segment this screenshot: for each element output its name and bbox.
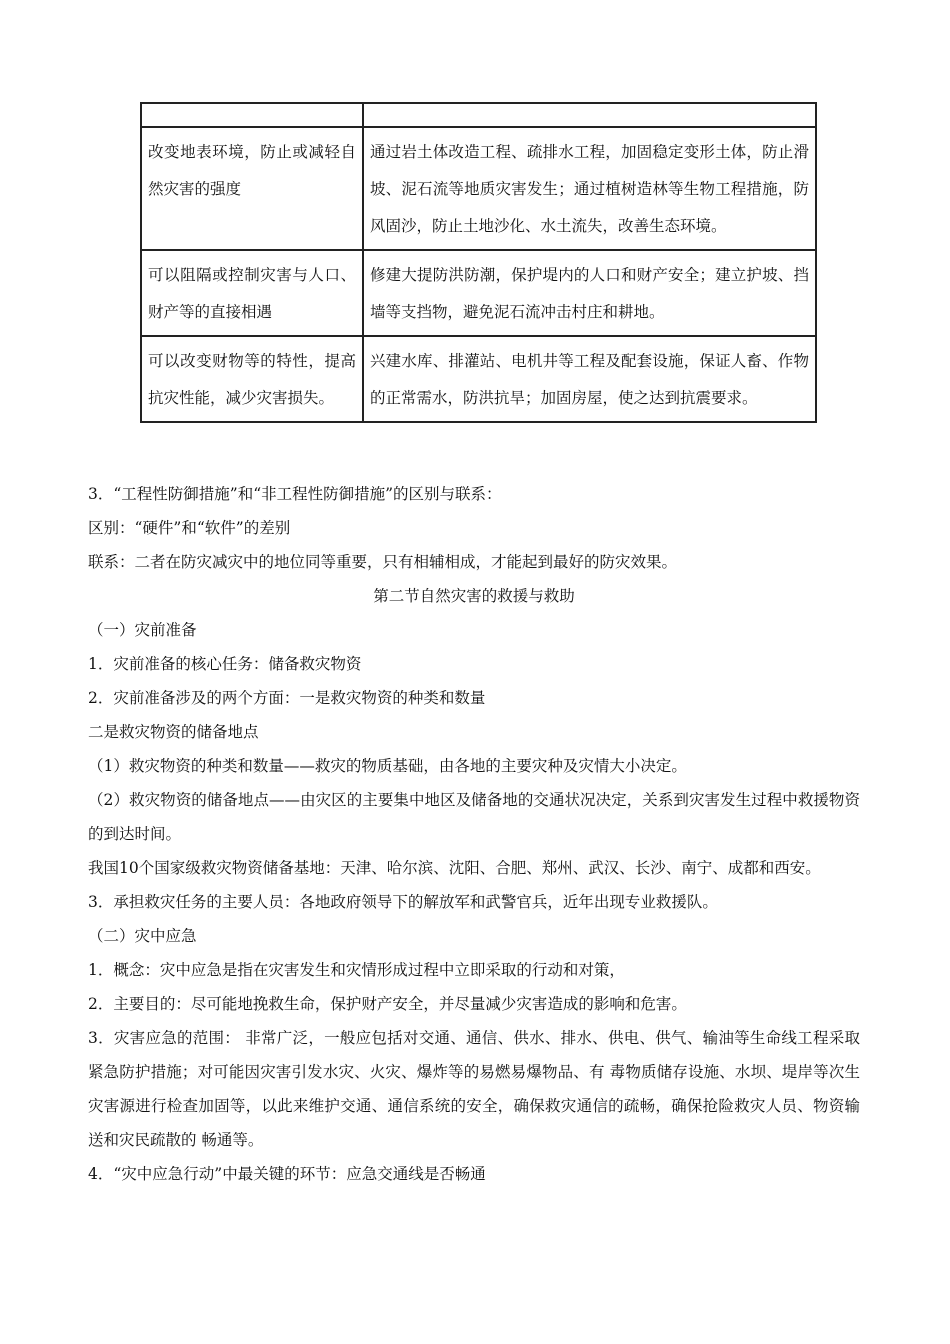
- paragraph: 1．概念：灾中应急是指在灾害发生和灾情形成过程中立即采取的行动和对策，: [88, 961, 625, 979]
- table-header-row: [141, 103, 816, 127]
- table-header-cell: [141, 103, 363, 127]
- table-cell-function: [141, 127, 363, 250]
- table-cell-function: [141, 336, 363, 422]
- cell-text: 修建大提防洪防潮，保护堤内的人口和财产安全；建立护坡、挡墙等支挡物，避免泥石流冲击村庄和耕地。: [370, 266, 809, 321]
- paragraph: 3．灾害应急的范围： 非常广泛，一般应包括对交通、通信、供水、排水、供电、供气、输油等生命线工程采取紧急防护措施；对可能因灾害引发水灾、火灾、爆炸等的易燃易爆物品、有 毒物质储存设施、水坝、堤岸等次生灾害源进行检查加固等，以此来维护交通、通信系统的安全，确保救灾通信的疏畅，确保抢险救灾人员、物资输送和灾民疏散的 畅通等。: [88, 1029, 860, 1149]
- cell-text: 可以改变财物等的特性，提高抗灾性能，减少灾害损失。: [148, 352, 356, 407]
- table-header-cell: [363, 103, 816, 127]
- paragraph: （1）救灾物资的种类和数量——救灾的物质基础，由各地的主要灾种及灾情大小决定。: [88, 757, 687, 775]
- table-cell-function: [141, 250, 363, 336]
- paragraph: 3．“工程性防御措施”和“非工程性防御措施”的区别与联系：: [88, 485, 502, 503]
- paragraph: 1．灾前准备的核心任务：储备救灾物资: [88, 655, 362, 673]
- table-cell-examples: [363, 127, 816, 250]
- table-row: [141, 336, 816, 422]
- table-cell-examples: [363, 250, 816, 336]
- table-row: [141, 127, 816, 250]
- paragraph: 2．主要目的：尽可能地挽救生命，保护财产安全，并尽量减少灾害造成的影响和危害。: [88, 995, 687, 1013]
- paragraph: 3．承担救灾任务的主要人员：各地政府领导下的解放军和武警官兵，近年出现专业救援队。: [88, 893, 718, 911]
- table-row: [141, 250, 816, 336]
- subsection-heading: （一）灾前准备: [88, 621, 197, 639]
- paragraph: （2）救灾物资的储备地点——由灾区的主要集中地区及储备地的交通状况决定，关系到灾害发生过程中救援物资的到达时间。: [88, 791, 860, 843]
- cell-text: 通过岩土体改造工程、疏排水工程，加固稳定变形土体，防止滑坡、泥石流等地质灾害发生；通过植树造林等生物工程措施，防风固沙，防止土地沙化、水土流失，改善生态环境。: [370, 143, 809, 235]
- paragraph: 联系：二者在防灾减灾中的地位同等重要，只有相辅相成，才能起到最好的防灾效果。: [88, 553, 678, 571]
- cell-text: 改变地表环境，防止或减轻自然灾害的强度: [148, 143, 356, 198]
- section-heading: 第二节自然灾害的救援与救助: [373, 587, 575, 605]
- paragraph: 区别：“硬件”和“软件”的差别: [88, 519, 291, 537]
- document-body: [88, 477, 860, 1191]
- paragraph: 2．灾前准备涉及的两个方面：一是救灾物资的种类和数量: [88, 689, 486, 707]
- paragraph: 我国10个国家级救灾物资储备基地：天津、哈尔滨、沈阳、合肥、郑州、武汉、长沙、南宁、成都和西安。: [88, 859, 821, 877]
- cell-text: 可以阻隔或控制灾害与人口、财产等的直接相遇: [148, 266, 356, 321]
- paragraph: 4．“灾中应急行动”中最关键的环节：应急交通线是否畅通: [88, 1165, 486, 1183]
- cell-text: 兴建水库、排灌站、电机井等工程及配套设施，保证人畜、作物的正常需水，防洪抗旱；加固房屋，使之达到抗震要求。: [370, 352, 809, 407]
- paragraph: 二是救灾物资的储备地点: [88, 723, 259, 741]
- table-cell-examples: [363, 336, 816, 422]
- engineering-measures-table: [140, 102, 817, 423]
- subsection-heading: （二）灾中应急: [88, 927, 197, 945]
